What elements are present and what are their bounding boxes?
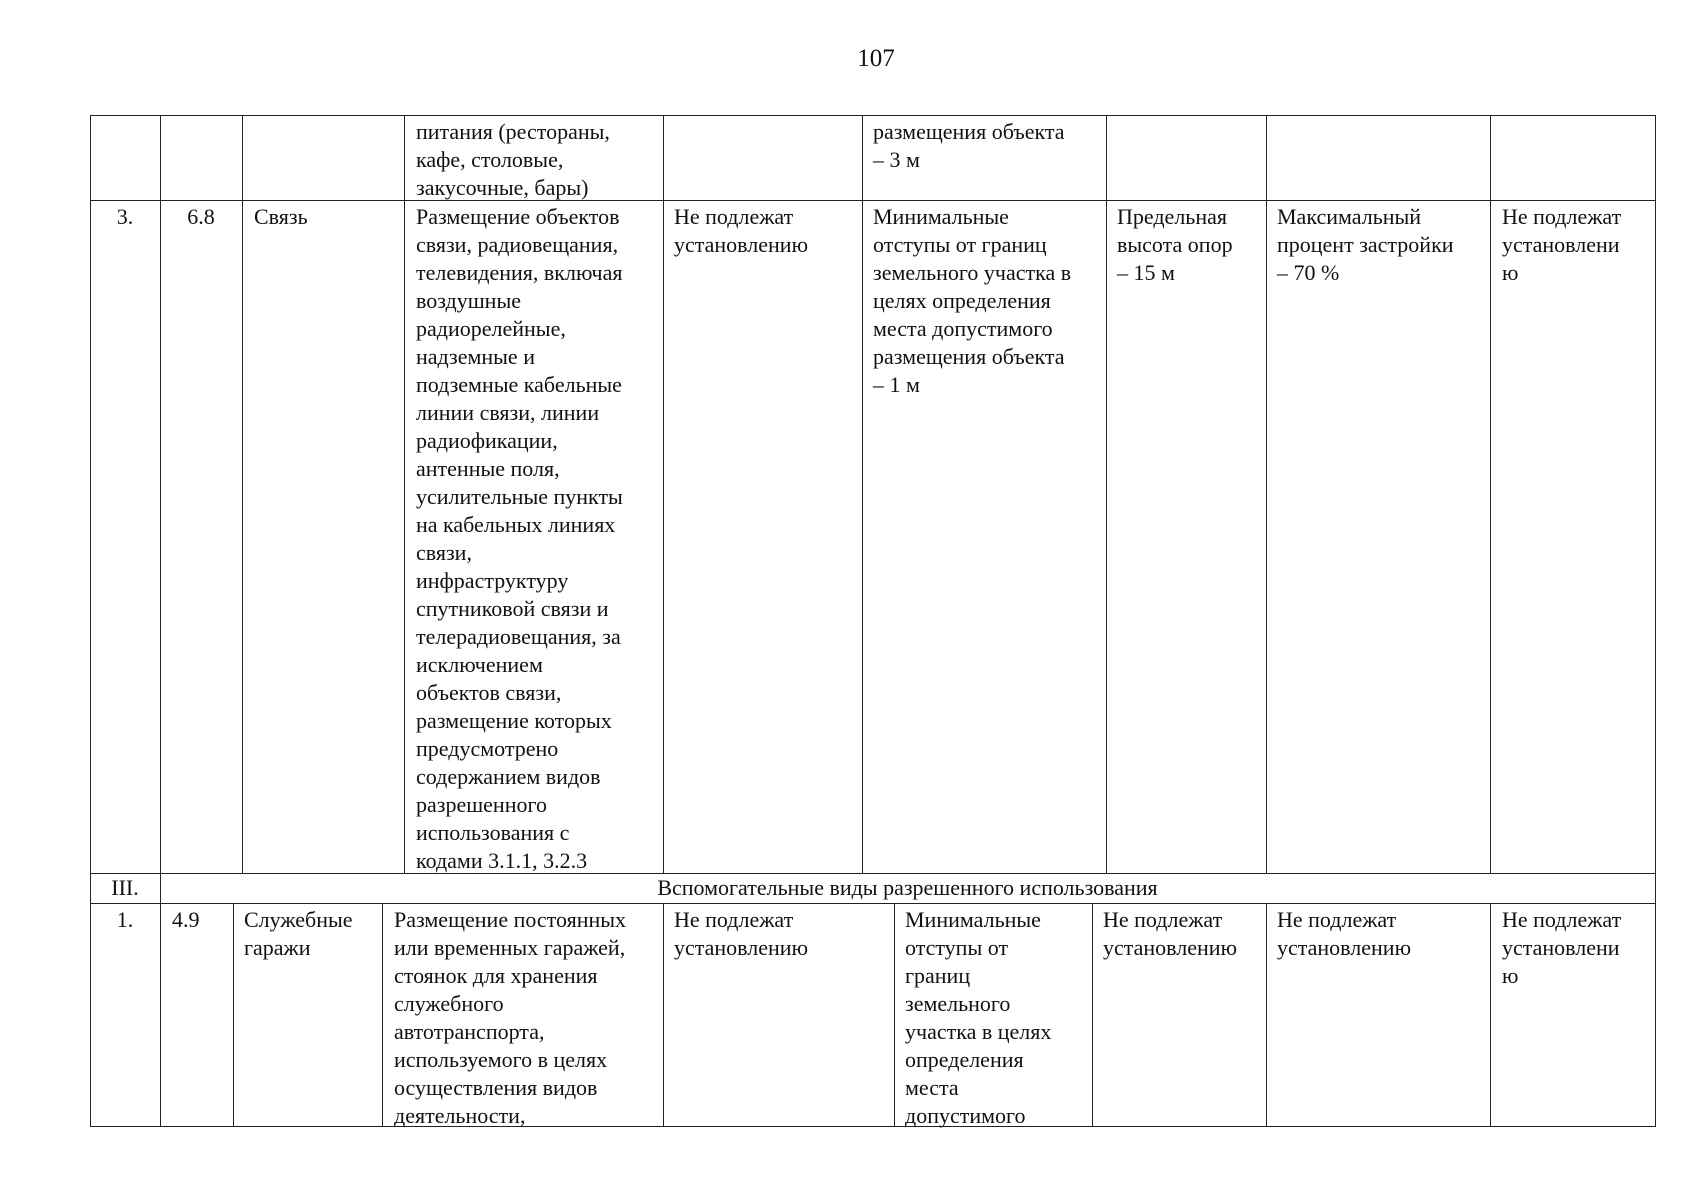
section-divider-bottom bbox=[90, 903, 1656, 904]
column-divider bbox=[404, 115, 405, 873]
row-number-cell: 1. bbox=[116, 907, 134, 932]
max-height-cell: Не подлежат установлению bbox=[1103, 907, 1238, 960]
use-name-cell: Связь bbox=[254, 204, 308, 229]
use-code-cell: 6.8 bbox=[187, 204, 215, 229]
continuation-purpose-cell: питания (рестораны, кафе, столовые, закусочные, бары) bbox=[416, 119, 610, 200]
setbacks-cell: Минимальные отступы от границ земельного участка в целях определения места допустимого размещения объекта – 1 м bbox=[873, 204, 1072, 397]
use-description-cell: Размещение постоянных или временных гаражей, стоянок для хранения служебного автотранспорта, используемого в целях осуществления видов деятельности, bbox=[394, 907, 627, 1128]
column-divider bbox=[242, 115, 243, 873]
table-border-bottom bbox=[90, 1126, 1656, 1127]
zoning-regulations-table bbox=[90, 115, 1655, 1127]
column-divider bbox=[663, 115, 664, 873]
section-number-cell: III. bbox=[111, 875, 139, 900]
section-title: Вспомогательные виды разрешенного использования bbox=[657, 875, 1158, 900]
column-divider bbox=[1106, 115, 1107, 873]
max-height-cell: Предельная высота опор – 15 м bbox=[1117, 204, 1233, 285]
column-divider bbox=[894, 903, 895, 1127]
min-area-cell: Не подлежат установлению bbox=[674, 204, 809, 257]
column-divider bbox=[382, 903, 383, 1127]
table-border-top bbox=[90, 115, 1656, 116]
use-name-cell: Служебные гаражи bbox=[244, 907, 353, 960]
coverage-cell: Максимальный процент застройки – 70 % bbox=[1277, 204, 1454, 285]
min-area-cell: Не подлежат установлению bbox=[674, 907, 809, 960]
section-divider-top bbox=[90, 873, 1656, 874]
column-divider bbox=[160, 115, 161, 1127]
setbacks-cell: Минимальные отступы от границ земельного участка в целях определения места допустимого bbox=[905, 907, 1052, 1128]
other-limits-cell: Не подлежат установлени ю bbox=[1502, 204, 1622, 285]
column-divider bbox=[233, 903, 234, 1127]
other-limits-cell: Не подлежат установлени ю bbox=[1502, 907, 1622, 988]
column-divider bbox=[862, 115, 863, 873]
column-divider bbox=[1490, 115, 1491, 873]
column-divider bbox=[1490, 903, 1491, 1127]
column-divider bbox=[1092, 903, 1093, 1127]
continuation-setbacks-cell: размещения объекта – 3 м bbox=[873, 119, 1065, 172]
column-divider bbox=[1266, 115, 1267, 873]
page-number: 107 bbox=[857, 45, 895, 72]
use-code-cell: 4.9 bbox=[172, 907, 200, 932]
use-description-cell: Размещение объектов связи, радиовещания, телевидения, включая воздушные радиорелейные, надземные и подземные кабельные линии связи, линии радиофикации, антенные поля, усилительные пункты на кабельных линиях связи, инфраструктуру спутниковой связи и телерадиовещания, за исключением объектов связи, размещение которых предусмотрено содержанием видов разрешенного использования с кодами 3.1.1, 3.2.3 bbox=[416, 204, 623, 873]
table-border-left bbox=[90, 115, 91, 1127]
column-divider bbox=[1266, 903, 1267, 1127]
row-divider bbox=[90, 200, 1656, 201]
column-divider bbox=[663, 903, 664, 1127]
table-border-right bbox=[1655, 115, 1656, 1127]
row-number-cell: 3. bbox=[116, 204, 134, 229]
coverage-cell: Не подлежат установлению bbox=[1277, 907, 1412, 960]
